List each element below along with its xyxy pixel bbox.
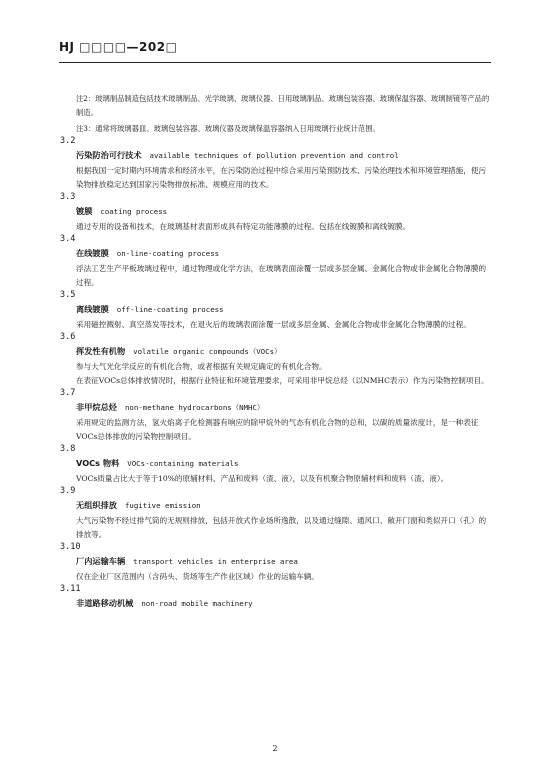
term-english: VOCs-containing materials: [127, 459, 239, 468]
section-3-9: [60, 486, 490, 542]
section-3-7: [60, 388, 490, 444]
term-heading: [76, 497, 490, 514]
page-number: 2: [272, 744, 278, 753]
section-number: 3.6: [60, 332, 76, 342]
term-definition: 仅在企业厂区范围内（含码头、货场等生产作业区域）作业的运输车辆。: [76, 572, 319, 581]
term-heading: [76, 399, 490, 416]
term-english: non-road mobile machinery: [141, 599, 253, 608]
term-heading: [76, 595, 490, 612]
term-definition: 采用磁控溅射、真空蒸发等技术，在退火后的玻璃表面涂覆一层或多层金属、金属化合物或非金属化合物薄膜的过程。: [76, 320, 471, 329]
section-3-11: [60, 584, 490, 612]
document-body: [60, 92, 490, 612]
term-chinese: 非道路移动机械: [76, 598, 134, 608]
section-number: 3.11: [60, 584, 81, 594]
term-definition: 采用规定的监测方法，氢火焰离子化检测器有响应的除甲烷外的气态有机化合物的总和，以碳的质量浓度计，是一种表征VOCs总体排放的污染物控制项目。: [76, 418, 479, 441]
term-heading: [76, 147, 490, 164]
term-chinese: 镀膜: [76, 206, 93, 216]
section-number: 3.7: [60, 388, 76, 398]
section-3-10: [60, 542, 490, 584]
term-heading: [76, 343, 490, 360]
section-3-6: [60, 332, 490, 388]
term-definition: 浮法工艺生产平板玻璃过程中，通过物理或化学方法，在玻璃表面涂覆一层或多层金属、金属化合物或非金属化合物薄膜的过程。: [76, 264, 487, 287]
standard-code-header: HJ □□□□—202□: [59, 40, 178, 54]
section-3-2: [60, 136, 490, 192]
term-heading: [76, 301, 490, 318]
term-chinese: 在线镀膜: [76, 248, 109, 258]
section-3-5: [60, 290, 490, 332]
section-number: 3.10: [60, 542, 81, 552]
section-number: 3.5: [60, 290, 76, 300]
term-definition-note: 在表征VOCs总体排放情况时，根据行业特征和环境管理要求，可采用非甲烷总烃（以NMHC表示）作为污染物控制项目。: [76, 376, 489, 385]
term-chinese: 离线镀膜: [76, 304, 109, 314]
term-definition: 大气污染物不经过排气筒的无规则排放，包括开放式作业场所逸散，以及通过缝隙、通风口、敞开门窗和类似开口（孔）的排放等。: [76, 516, 487, 539]
term-chinese: 厂内运输车辆: [76, 556, 126, 566]
term-english: on-line-coating process: [116, 249, 220, 258]
term-english: fugitive emission: [124, 501, 201, 510]
term-chinese: VOCs 物料: [76, 458, 120, 468]
note-2: 注2：玻璃制品制造包括技术玻璃制品、光学玻璃、玻璃仪器、日用玻璃制品、玻璃包装容器、玻璃保温容器、玻璃制镜等产品的制造。: [76, 94, 490, 117]
term-definition: 参与大气光化学反应的有机化合物，或者根据有关规定确定的有机化合物。: [76, 362, 327, 371]
term-english: transport vehicles in enterprise area: [133, 557, 298, 566]
term-definition: 根据我国一定时期内环境需求和经济水平，在污染防治过程中综合采用污染预防技术、污染治理技术和环境管理措施，使污染物排放稳定达到国家污染物排放标准、规模应用的技术。: [76, 166, 487, 189]
term-english: off-line-coating process: [116, 305, 224, 314]
term-chinese: 挥发性有机物: [76, 346, 126, 356]
section-3-8: [60, 444, 490, 486]
term-english: available techniques of pollution prevention and control: [149, 151, 399, 160]
term-chinese: 无组织排放: [76, 500, 117, 510]
section-number: 3.9: [60, 486, 76, 496]
section-number: 3.8: [60, 444, 76, 454]
term-english: coating process: [100, 207, 168, 216]
section-number: 3.4: [60, 234, 76, 244]
term-heading: [76, 553, 490, 570]
term-chinese: 污染防治可行技术: [76, 150, 142, 160]
term-definition: 通过专用的设备和技术，在玻璃基材表面形成具有特定功能薄膜的过程。包括在线镀膜和离线镀膜。: [76, 222, 411, 231]
section-3-3: [60, 192, 490, 234]
note-3: 注3：通常将玻璃器皿、玻璃包装容器、玻璃仪器及玻璃保温容器纳入日用玻璃行业统计范围。: [76, 124, 380, 133]
term-heading: [76, 245, 490, 262]
term-english: volatile organic compounds（VOCs）: [133, 347, 282, 356]
term-definition: VOCs质量占比大于等于10%的原辅材料、产品和废料（渣、液），以及有机聚合物原辅材料和废料（渣、液）。: [76, 474, 449, 483]
section-number: 3.2: [60, 136, 76, 146]
term-chinese: 非甲烷总烃: [76, 402, 117, 412]
section-number: 3.3: [60, 192, 76, 202]
section-3-4: [60, 234, 490, 290]
term-heading: [76, 203, 490, 220]
term-english: non-methane hydrocarbons（NMHC）: [124, 403, 265, 412]
term-heading: [76, 455, 490, 472]
header-rule: [59, 62, 491, 63]
